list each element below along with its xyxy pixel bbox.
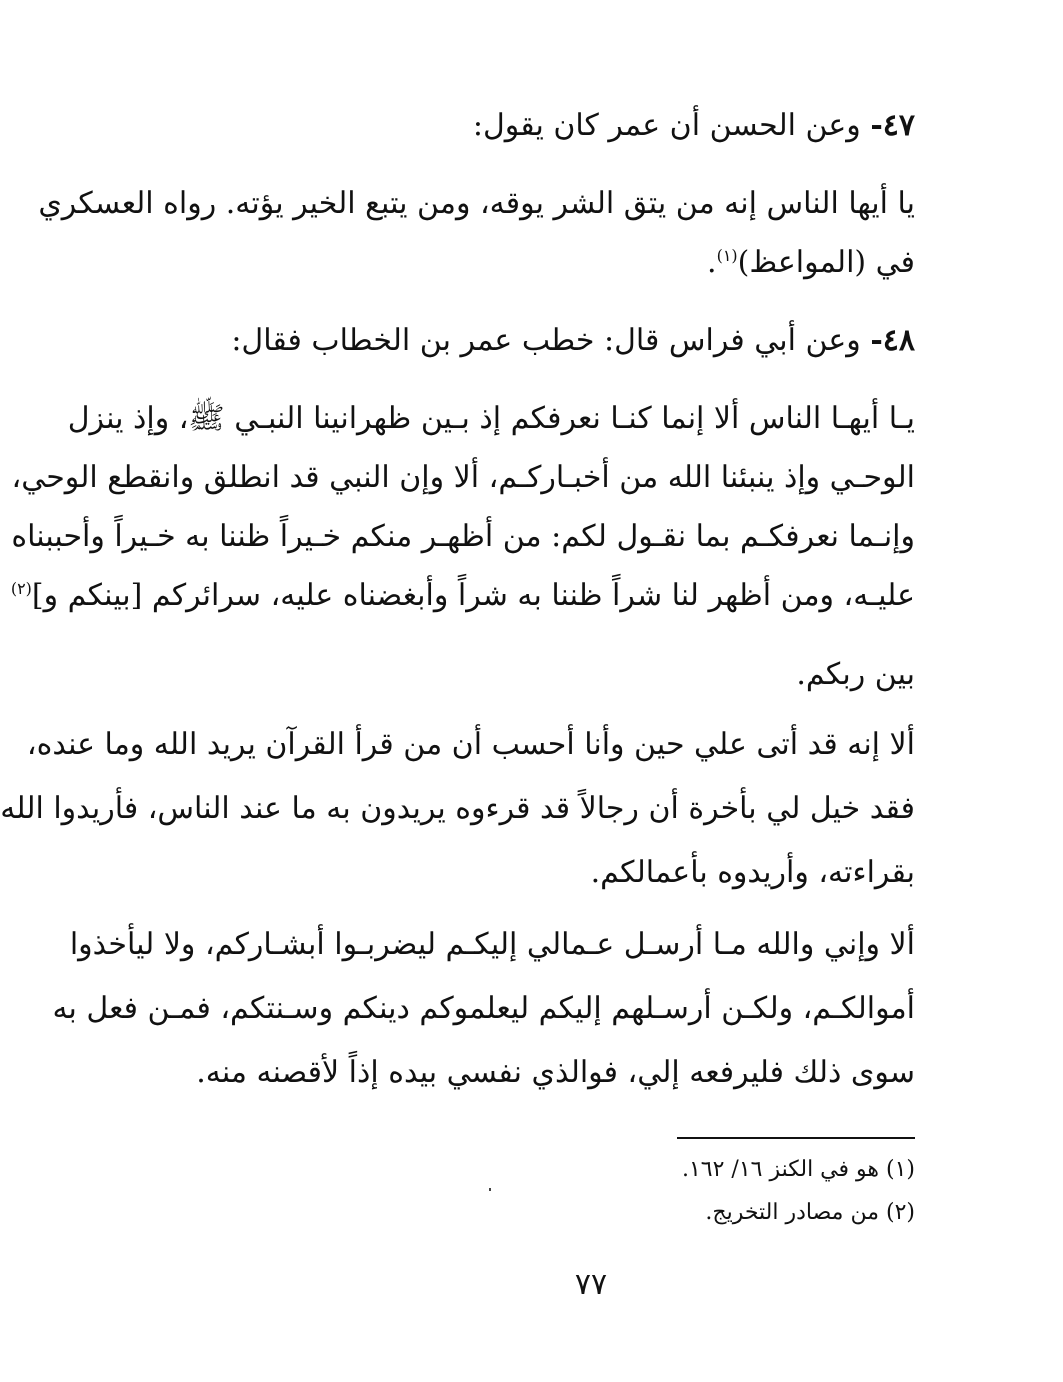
footnote-marker-1: (١) — [716, 246, 738, 265]
para1-line-4-text: عليـه، ومن أظهر لنا شراً ظننا به شراً وأبغضناه عليه، سرائركم [بينكم و] — [31, 578, 915, 613]
footnote-separator — [677, 1137, 915, 1139]
page-number: ٧٧ — [574, 1267, 608, 1302]
section-47-number: ٤٧- — [870, 108, 915, 143]
section-48-heading — [205, 321, 915, 361]
para2-line-2: فقد خيل لي بأخرة أن رجالاً قد قرءوه يريدون به ما عند الناس، فأريدوا الله — [0, 791, 915, 826]
para2-line-3: بقراءته، وأريدوه بأعمالكم. — [590, 855, 915, 890]
para2-line-1: ألا إنه قد أتى علي حين وأنا أحسب أن من قرأ القرآن يريد الله وما عنده، — [26, 727, 915, 762]
section-47-body-line-2-text: في (المواعظ) — [737, 245, 915, 280]
section-47-heading — [205, 106, 915, 146]
footnote-1: (١) هو في الكنز ١٦/ ١٦٢. — [681, 1157, 915, 1182]
footnote-2: (٢) من مصادر التخريج. — [705, 1200, 915, 1225]
para3-line-1: ألا وإني والله مـا أرسـل عـمالي إليكـم ليضربـوا أبشـاركم، ولا ليأخذوا — [69, 927, 915, 962]
scan-speck — [489, 1188, 491, 1191]
para1-line-2: الوحـي وإذ ينبئنا الله من أخبـاركـم، ألا وإن النبي قد انطلق وانقطع الوحي، — [11, 460, 915, 495]
para1-line-3: وإنـما نعرفكـم بما نقـول لكم: من أظهـر منكم خـيراً ظننا به خـيراً وأحببناه — [11, 519, 915, 554]
section-47-body-line-1: يا أيها الناس إنه من يتق الشر يوقه، ومن يتبع الخير يؤته. رواه العسكري — [38, 186, 915, 221]
para3-line-2: أموالكـم، ولكـن أرسـلهم إليكم ليعلموكم دينكم وسـنتكم، فمـن فعل به — [52, 991, 915, 1026]
section-47-title: وعن الحسن أن عمر كان يقول: — [472, 108, 861, 143]
para3-line-3: سوى ذلك فليرفعه إلي، فوالذي نفسي بيده إذاً لأقصنه منه. — [196, 1055, 915, 1090]
footnote-marker-2: (٢) — [10, 579, 32, 598]
section-47-body-line-2-end: . — [707, 245, 717, 280]
para1-line-4 — [10, 576, 915, 616]
para1-line-5: بين ربكم. — [796, 657, 915, 692]
section-47-body-line-2 — [205, 243, 915, 283]
para1-line-1: يـا أيهـا الناس ألا إنما كنـا نعرفكم إذ بـين ظهرانينا النبـي ﷺ، وإذ ينزل — [67, 401, 915, 436]
section-48-number: ٤٨- — [870, 323, 915, 358]
section-48-title: وعن أبي فراس قال: خطب عمر بن الخطاب فقال: — [231, 323, 861, 358]
